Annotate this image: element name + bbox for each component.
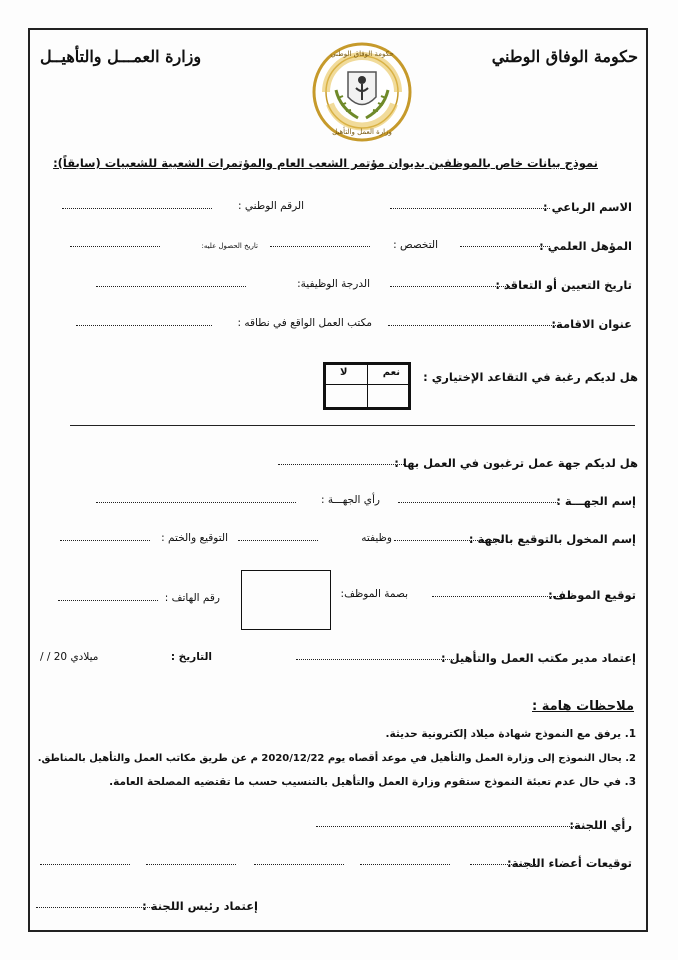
entity-name-field[interactable] [398,502,558,503]
committee-signature-1[interactable] [470,864,536,865]
date-obtained-label: تاريخ الحصول عليه: [201,242,258,250]
date-label: التاريخ : [170,651,212,663]
logo-top-text: حكومة الوفاق الوطني [330,50,394,58]
notes-heading: ملاحظات هامة : [532,699,634,714]
labor-office-field[interactable] [76,325,212,326]
employer-question: هل لديكم جهة عمل ترغبون في العمل بها : [394,456,638,470]
qualification-field[interactable] [460,246,550,247]
retirement-options-table [323,362,411,410]
full-name-field[interactable] [390,208,550,209]
date-value: / / 20 ميلادي [40,651,99,663]
committee-signature-3[interactable] [254,864,344,865]
committee-signature-5[interactable] [40,864,130,865]
committee-signature-2[interactable] [360,864,450,865]
committee-opinion-field[interactable] [316,826,580,827]
note-item-3: 3. في حال عدم تعبئة النموذج ستقوم وزارة العمل والتأهيل بالتنسيب حسب ما تقتضيه المصلحة العامة. [109,776,636,788]
entity-opinion-field[interactable] [96,502,296,503]
ministry-title: وزارة العمـــل والتأهيــل [40,47,202,66]
date-obtained-field[interactable] [70,246,160,247]
address-field[interactable] [388,325,560,326]
employee-signature-field[interactable] [432,596,562,597]
position-field[interactable] [238,540,318,541]
hiring-date-field[interactable] [390,286,510,287]
retirement-question: هل لديكم رغبة في التقاعد الإختياري : [423,370,638,384]
ministry-logo [312,42,412,142]
committee-opinion-label: رأي اللجنة: [569,818,632,832]
phone-field[interactable] [58,600,158,601]
position-label: وظيفته [361,532,392,544]
employee-signature-label: توقيع الموظف: [548,588,636,602]
qualification-label: المؤهل العلمي : [539,239,632,253]
address-label: عنوان الاقامة: [551,317,632,331]
national-id-label: الرقم الوطني : [238,200,304,212]
employer-field[interactable] [278,464,406,465]
director-approval-label: إعتماد مدير مكتب العمل والتأهيل : [440,651,636,665]
job-grade-label: الدرجة الوظيفية: [297,278,370,290]
logo-bottom-text: وزارة العمل والتأهيل [332,128,392,136]
entity-name-label: إسم الجهـــة : [556,494,636,508]
chair-approval-label: إعتماد رئيس اللجنة : [142,899,258,913]
full-name-label: الاسم الرباعي : [543,200,632,214]
fingerprint-label: بصمة الموظف: [340,588,408,600]
government-title: حكومة الوفاق الوطني [491,47,638,66]
option-yes-label: نعم [382,367,400,378]
specialty-label: التخصص : [393,239,438,251]
director-approval-field[interactable] [296,659,454,660]
fingerprint-box[interactable] [241,570,331,630]
option-no-cell[interactable] [326,385,367,407]
signature-stamp-label: التوقيع والختم : [161,532,228,544]
labor-office-label: مكتب العمل الواقع في نطاقه : [237,317,372,329]
national-id-field[interactable] [62,208,212,209]
hiring-date-label: تاريخ التعيين أو التعاقد : [495,278,632,292]
chair-approval-field[interactable] [36,907,152,908]
option-no-label: لا [340,367,348,378]
committee-signature-4[interactable] [146,864,236,865]
phone-label: رقم الهاتف : [164,592,220,604]
option-yes-cell[interactable] [366,385,408,407]
section-divider [70,425,635,426]
form-title: نموذج بيانات خاص بالموظفين بديوان مؤتمر الشعب العام والمؤتمرات الشعبية للشعبيات (سابقاً): [53,156,598,170]
specialty-field[interactable] [270,246,370,247]
signature-stamp-field[interactable] [60,540,150,541]
authorized-signer-label: إسم المخول بالتوقيع بالجهة : [468,532,636,546]
committee-signatures-label: توقيعات أعضاء اللجنة: [507,856,632,870]
entity-opinion-label: رأي الجهـــة : [320,494,380,506]
note-item-1: 1. يرفق مع النموذج شهادة ميلاد إلكترونية حديثة. [385,728,636,740]
note-item-2: 2. يحال النموذج إلى وزارة العمل والتأهيل في موعد أقصاه يوم 2020/12/22 م عن طريق مكاتب العمل والتأهيل بالمناطق. [37,753,636,764]
job-grade-field[interactable] [96,286,246,287]
authorized-signer-field[interactable] [394,540,504,541]
